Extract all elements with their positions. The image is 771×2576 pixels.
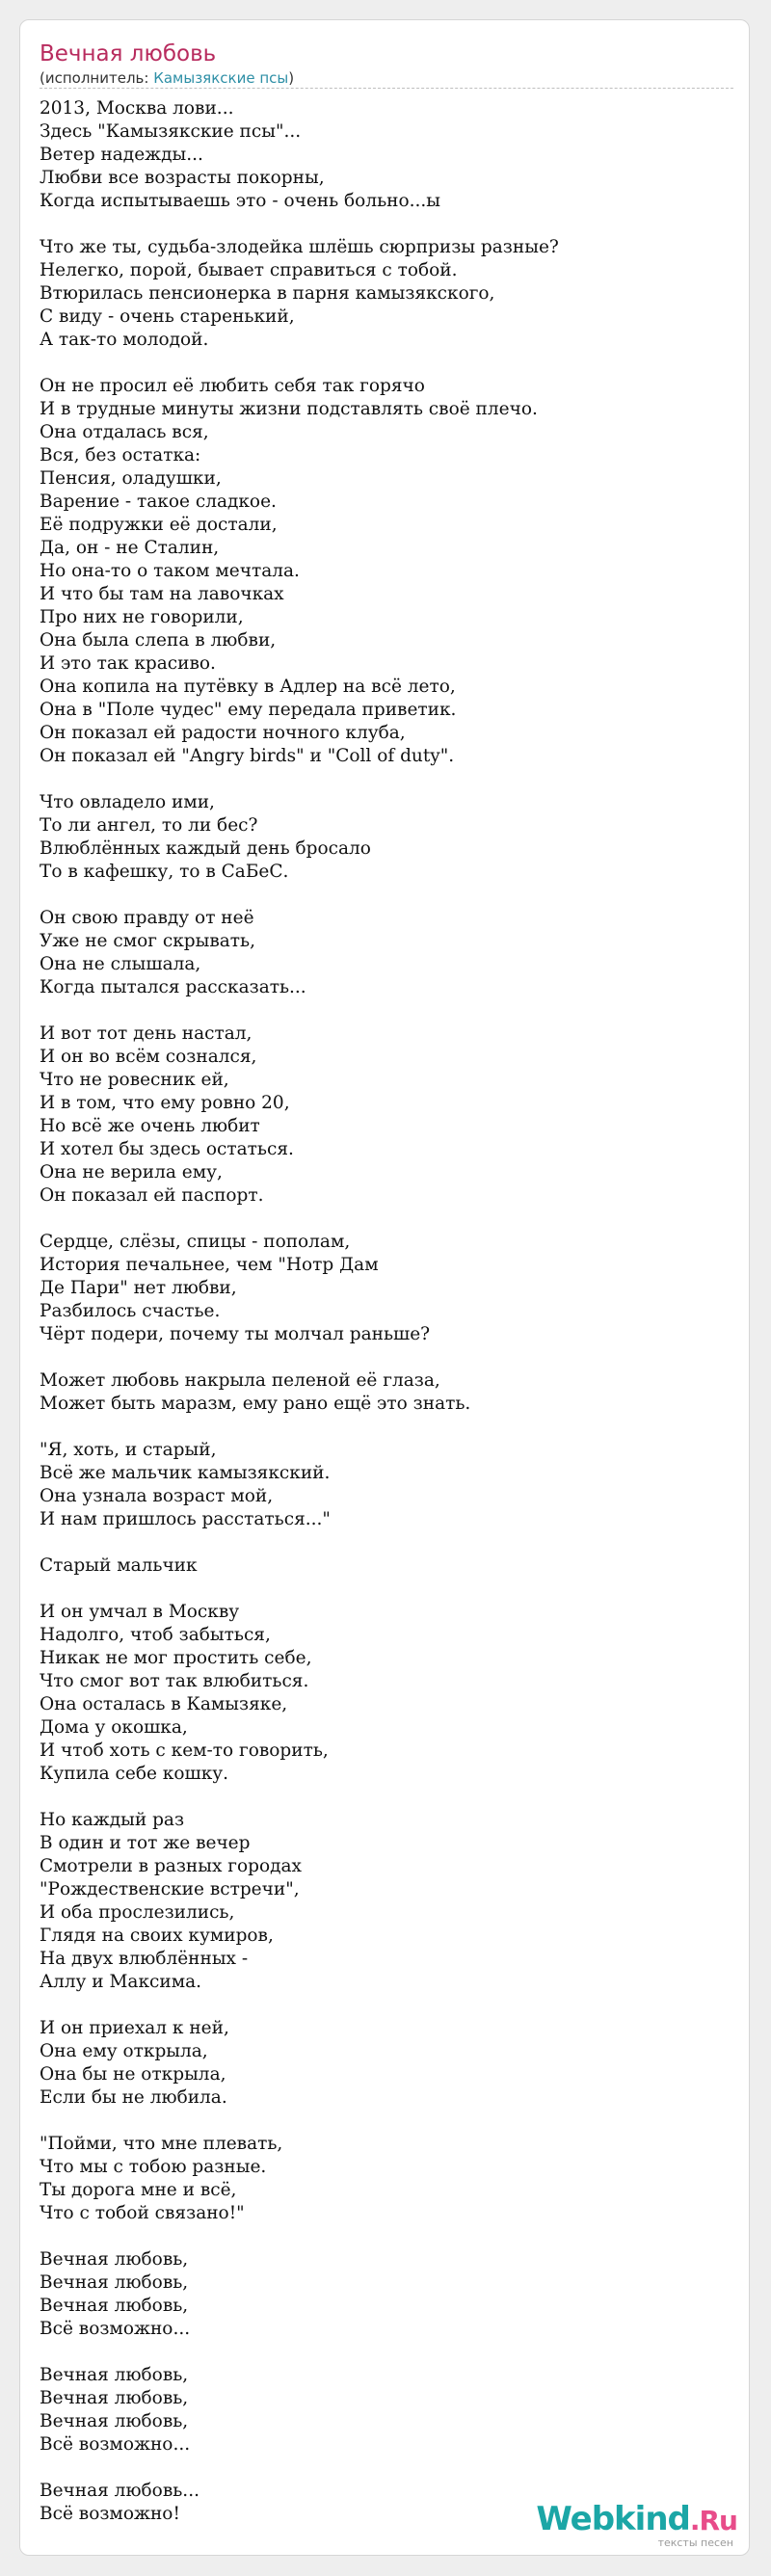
stanza <box>40 2017 733 2110</box>
logo-tagline: тексты песен <box>657 2536 733 2549</box>
lyric-line: Варение - такое сладкое. <box>40 491 277 512</box>
lyric-line: Может любовь накрыла пеленой её глаза, <box>40 1370 440 1391</box>
lyric-line: Ветер надежды... <box>40 145 203 165</box>
lyric-line: Она осталась в Камызяке, <box>40 1694 288 1714</box>
lyric-line: Любви все возрасты покорны, <box>40 168 325 188</box>
lyric-line: Надолго, чтоб забыться, <box>40 1625 271 1645</box>
lyric-line: "Рождественские встречи", <box>40 1879 300 1899</box>
lyric-line: Глядя на своих кумиров, <box>40 1925 274 1946</box>
lyric-line: Что смог вот так влюбиться. <box>40 1671 309 1691</box>
lyric-line: Может быть маразм, ему рано ещё это знать. <box>40 1394 471 1414</box>
lyric-line: Сердце, слёзы, спицы - пополам, <box>40 1232 351 1252</box>
lyric-line: Купила себе кошку. <box>40 1764 229 1784</box>
lyric-line: Смотрели в разных городах <box>40 1856 302 1876</box>
lyric-line: Всё возможно! <box>40 2504 180 2524</box>
stanza <box>40 1809 733 1994</box>
lyric-line: И что бы там на лавочках <box>40 584 284 604</box>
lyric-line: Разбилось счастье. <box>40 1301 221 1321</box>
lyric-line: Он показал ей паспорт. <box>40 1185 264 1206</box>
lyric-line: Всё возможно... <box>40 2434 191 2455</box>
stanza <box>40 791 733 884</box>
lyric-line: Уже не смог скрывать, <box>40 931 255 951</box>
lyric-line: И он умчал в Москву <box>40 1602 240 1622</box>
lyric-line: На двух влюблённых - <box>40 1949 249 1969</box>
lyric-line: И он во всём сознался, <box>40 1047 257 1067</box>
lyric-line: Но всё же очень любит <box>40 1116 260 1136</box>
lyric-line: Если бы не любила. <box>40 2087 227 2108</box>
lyrics-card <box>19 19 750 2556</box>
stanza <box>40 2364 733 2456</box>
lyric-line: Вечная любовь, <box>40 2365 189 2385</box>
lyric-line: Да, он - не Сталин, <box>40 538 220 558</box>
lyric-line: Про них не говорили, <box>40 607 244 627</box>
lyric-line: Пенсия, оладушки, <box>40 468 222 489</box>
lyric-line: Она бы не открыла, <box>40 2064 226 2085</box>
lyric-line: И он приехал к ней, <box>40 2018 229 2038</box>
lyric-line: Старый мальчик <box>40 1555 198 1576</box>
lyric-line: А так-то молодой. <box>40 330 209 350</box>
lyric-line: Что с тобой связано!" <box>40 2203 245 2223</box>
lyric-line: Здесь "Камызякские псы"... <box>40 121 302 142</box>
lyric-line: Вечная любовь, <box>40 2272 189 2293</box>
logo-tld: .Ru <box>689 2505 737 2536</box>
stanza <box>40 1439 733 1531</box>
lyric-line: То ли ангел, то ли бес? <box>40 815 258 836</box>
lyric-line: И в трудные минуты жизни подставлять своё плечо. <box>40 399 538 419</box>
lyric-line: Втюрилась пенсионерка в парня камызякского, <box>40 283 495 304</box>
lyric-line: Де Пари" нет любви, <box>40 1278 237 1298</box>
stanza <box>40 97 733 213</box>
lyric-line: Чёрт подери, почему ты молчал раньше? <box>40 1324 431 1344</box>
lyric-line: История печальнее, чем "Нотр Дам <box>40 1255 379 1275</box>
lyric-line: Она копила на путёвку в Адлер на всё лето, <box>40 677 456 697</box>
lyric-line: Что овладело ими, <box>40 792 215 812</box>
lyric-line: Она не верила ему, <box>40 1162 223 1182</box>
lyric-line: Она была слепа в любви, <box>40 630 277 651</box>
stanza <box>40 1554 733 1578</box>
stanza <box>40 375 733 768</box>
lyric-line: Вечная любовь, <box>40 2296 189 2316</box>
lyric-line: Её подружки её достали, <box>40 515 278 535</box>
lyric-line: Что мы с тобою разные. <box>40 2157 267 2177</box>
lyric-line: Вечная любовь, <box>40 2249 189 2270</box>
lyrics-body <box>40 97 733 2526</box>
lyric-line: Она узнала возраст мой, <box>40 1486 274 1506</box>
artist-line <box>40 68 294 88</box>
lyric-line: И хотел бы здесь остаться. <box>40 1139 294 1159</box>
lyric-line: "Пойми, что мне плевать, <box>40 2134 283 2154</box>
lyric-line: Никак не мог простить себе, <box>40 1648 312 1668</box>
lyric-line: Когда испытываешь это - очень больно...ы <box>40 191 440 211</box>
lyric-line: Вечная любовь... <box>40 2481 199 2501</box>
artist-suffix: ) <box>288 69 295 87</box>
lyric-line: Вечная любовь, <box>40 2411 189 2431</box>
lyric-line: И это так красиво. <box>40 653 216 674</box>
artist-link[interactable]: Камызякские псы <box>153 69 289 87</box>
lyric-line: И оба прослезились, <box>40 1902 235 1923</box>
lyric-line: Всё возможно... <box>40 2319 191 2339</box>
lyric-line: И вот тот день настал, <box>40 1023 253 1044</box>
lyric-line: И нам пришлось расстаться..." <box>40 1509 331 1529</box>
lyric-line: И в том, что ему ровно 20, <box>40 1093 290 1113</box>
stanza <box>40 2248 733 2341</box>
lyric-line: Она ему открыла, <box>40 2041 208 2061</box>
lyric-line: Ты дорога мне и всё, <box>40 2180 237 2200</box>
lyric-line: То в кафешку, то в СаБеС. <box>40 862 289 882</box>
header-divider <box>40 88 733 89</box>
lyric-line: Она в "Поле чудес" ему передала приветик. <box>40 700 457 720</box>
lyric-line: В один и тот же вечер <box>40 1833 251 1853</box>
stanza <box>40 1369 733 1416</box>
lyric-line: Но каждый раз <box>40 1810 185 1830</box>
lyric-line: Он свою правду от неё <box>40 908 254 928</box>
lyric-line: Вся, без остатка: <box>40 445 201 465</box>
stanza <box>40 1022 733 1208</box>
song-title: Вечная любовь <box>40 41 217 66</box>
lyric-line: Он не просил её любить себя так горячо <box>40 376 425 396</box>
logo-name: Webkind <box>536 2500 690 2538</box>
stanza <box>40 907 733 999</box>
lyric-line: Всё же мальчик камызякский. <box>40 1463 331 1483</box>
lyric-line: Она отдалась вся, <box>40 422 209 442</box>
artist-prefix: (исполнитель: <box>40 69 154 87</box>
lyric-line: 2013, Москва лови... <box>40 98 234 119</box>
site-logo[interactable] <box>536 2502 737 2549</box>
lyric-line: Что не ровесник ей, <box>40 1070 229 1090</box>
lyric-line: Вечная любовь, <box>40 2388 189 2408</box>
lyric-line: Он показал ей "Angry birds" и "Coll of duty". <box>40 746 455 766</box>
lyric-line: Он показал ей радости ночного клуба, <box>40 723 406 743</box>
lyric-line: Что же ты, судьба-злодейка шлёшь сюрпризы разные? <box>40 237 559 257</box>
lyric-line: Нелегко, порой, бывает справиться с тобой. <box>40 260 458 280</box>
lyric-line: Аллу и Максима. <box>40 1972 202 1992</box>
lyric-line: Дома у окошка, <box>40 1717 188 1738</box>
lyric-line: Когда пытался рассказать... <box>40 977 306 997</box>
stanza <box>40 2133 733 2225</box>
lyric-line: С виду - очень старенький, <box>40 306 295 327</box>
lyric-line: И чтоб хоть с кем-то говорить, <box>40 1740 329 1761</box>
stanza <box>40 1231 733 1346</box>
stanza <box>40 236 733 352</box>
lyric-line: Она не слышала, <box>40 954 201 974</box>
lyric-line: Но она-то о таком мечтала. <box>40 561 300 581</box>
lyric-line: Влюблённых каждый день бросало <box>40 838 371 859</box>
stanza <box>40 1601 733 1786</box>
lyric-line: "Я, хоть, и старый, <box>40 1440 217 1460</box>
